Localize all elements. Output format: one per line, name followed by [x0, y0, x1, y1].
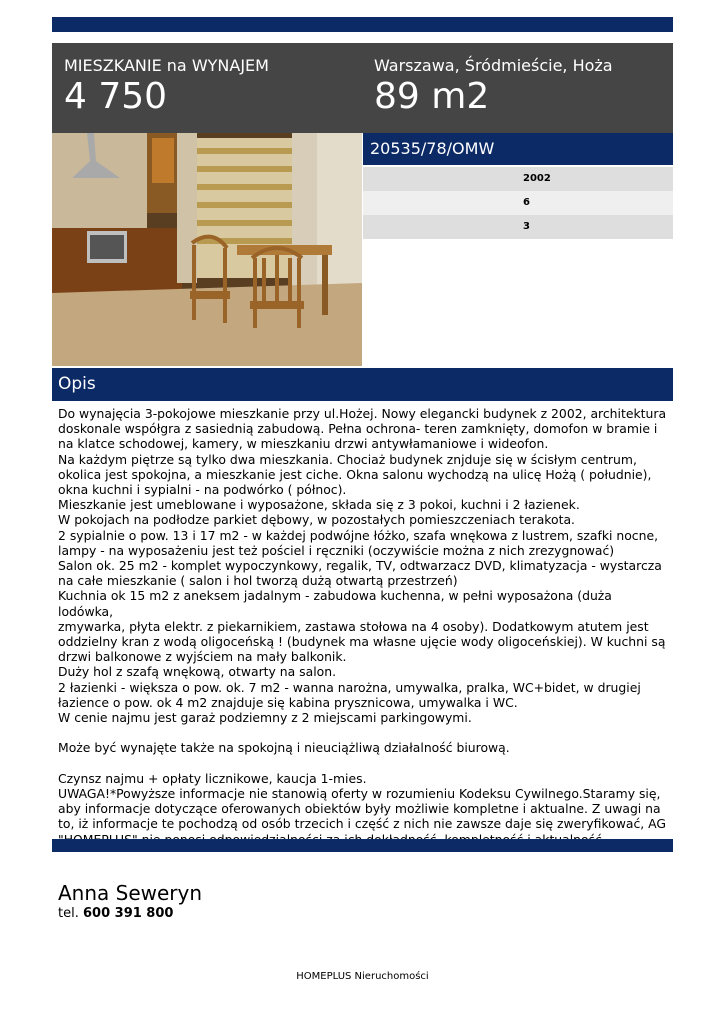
section-title: Opis [58, 374, 96, 394]
description-line: zmywarka, płyta elektr. z piekarnikiem, zastawa stołowa na 4 osoby). Dodatkowym atutem jest [58, 618, 649, 634]
header-left [64, 55, 269, 117]
phone-number[interactable]: 600 391 800 [82, 906, 174, 921]
kitchen-photo-image [52, 133, 362, 366]
listing-header [52, 43, 673, 133]
description-line: Na każdym piętrze są tylko dwa mieszkania. Chociaż budynek znjduje się w ścisłym centrum, [58, 451, 637, 467]
detail-value-rooms: 3 [523, 221, 530, 232]
agent-name: Anna Seweryn [58, 881, 203, 905]
footer-company: HOMEPLUS Nieruchomości [296, 971, 429, 982]
property-photo [52, 133, 362, 366]
description-line: na klatce schodowej, kamery, w mieszkaniu drzwi antywłamaniowe i wideofon. [58, 436, 549, 452]
listing-location: Warszawa, Śródmieście, Hoża [374, 56, 613, 75]
reference-number: 20535/78/OMW [370, 139, 495, 158]
description-line: Mieszkanie jest umeblowane i wyposażone, składa się z 3 pokoi, kuchni i 2 łazienek. [58, 497, 580, 513]
detail-row [363, 167, 673, 191]
bottom-accent-bar [52, 839, 673, 852]
description-line: okolica jest spokojna, a mieszkanie jest ciche. Okna salonu wychodzą na ulicę Hożą ( południe), [58, 466, 652, 482]
description-line: Czynsz najmu + opłaty licznikowe, kaucja 1-mies. [58, 770, 367, 786]
description-line: Salon ok. 25 m2 - komplet wypoczynkowy, regalik, TV, odtwarzacz DVD, klimatyzacja - wystarcza [58, 558, 662, 574]
listing-price: 4 750 [64, 76, 168, 117]
agent-phone [58, 905, 173, 922]
listing-type: MIESZKANIE na WYNAJEM [64, 56, 269, 75]
description-line: W cenie najmu jest garaż podziemny z 2 miejscami parkingowymi. [58, 710, 472, 726]
description-section-header [52, 368, 673, 401]
description-line: to, iż informacje te pochodzą od osób trzecich i część z nich nie zawsze daje się zweryfikować, AG [58, 816, 667, 832]
description-line: W pokojach na podłodze parkiet dębowy, w pozostałych pomieszczeniach terakota. [58, 512, 575, 528]
description-line: oddzielny kran z wodą oligoceńską ! (budynek ma własne ujęcie wody oligoceńskiej). W kuchni są [58, 634, 666, 650]
description-line: łazience o pow. ok 4 m2 znajduje się kabina prysznicowa, umywalka i WC. [58, 694, 518, 710]
listing-area: 89 m2 [374, 76, 490, 117]
description-line [58, 725, 670, 740]
description-line [58, 756, 670, 771]
description-line: lampy - na wyposażeniu jest też pościel i ręczniki (oczywiście można z nich zrezygnować) [58, 542, 615, 558]
reference-number-bar [363, 133, 673, 165]
description-line: drzwi balkonowe z wyjściem na mały balkonik. [58, 649, 347, 665]
description-line: Może być wynajęte także na spokojną i nieuciążliwą działalność biurową. [58, 740, 510, 756]
description-line: doskonale współgra z sasiednią zabudową. Pełna ochrona- teren zamknięty, domofon w bramie i [58, 421, 658, 437]
description-line: aby informacje dotyczące oferowanych obiektów były możliwie kompletne i aktualne. Z uwagi na [58, 801, 661, 817]
description-line: okna kuchni i sypialni - na podwórko ( północ). [58, 482, 347, 498]
description-text [58, 406, 670, 847]
description-line: na całe mieszkanie ( salon i hol tworzą dużą otwartą przestrzeń) [58, 573, 458, 589]
top-accent-bar [52, 17, 673, 32]
detail-value-floor: 6 [523, 197, 530, 208]
detail-row [363, 215, 673, 239]
header-right [374, 55, 613, 117]
phone-label: tel. [58, 906, 83, 921]
description-line: Duży hol z szafą wnękową, otwarty na salon. [58, 664, 337, 680]
description-line: Kuchnia ok 15 m2 z aneksem jadalnym - zabudowa kuchenna, w pełni wyposażona (duża lodówka, [58, 588, 616, 619]
detail-value-year: 2002 [523, 173, 551, 184]
description-line: UWAGA!*Powyższe informacje nie stanowią oferty w rozumieniu Kodeksu Cywilnego.Staramy się, [58, 786, 661, 802]
detail-row [363, 191, 673, 215]
description-line: 2 sypialnie o pow. 13 i 17 m2 - w każdej podwójne łóżko, szafa wnękowa z lustrem, szafki nocne, [58, 527, 659, 543]
description-line: Do wynajęcia 3-pokojowe mieszkanie przy ul.Hożej. Nowy elegancki budynek z 2002, architektura [58, 406, 667, 421]
description-line: 2 łazienki - większa o pow. ok. 7 m2 - wanna narożna, umywalka, pralka, WC+bidet, w drugiej [58, 679, 641, 695]
